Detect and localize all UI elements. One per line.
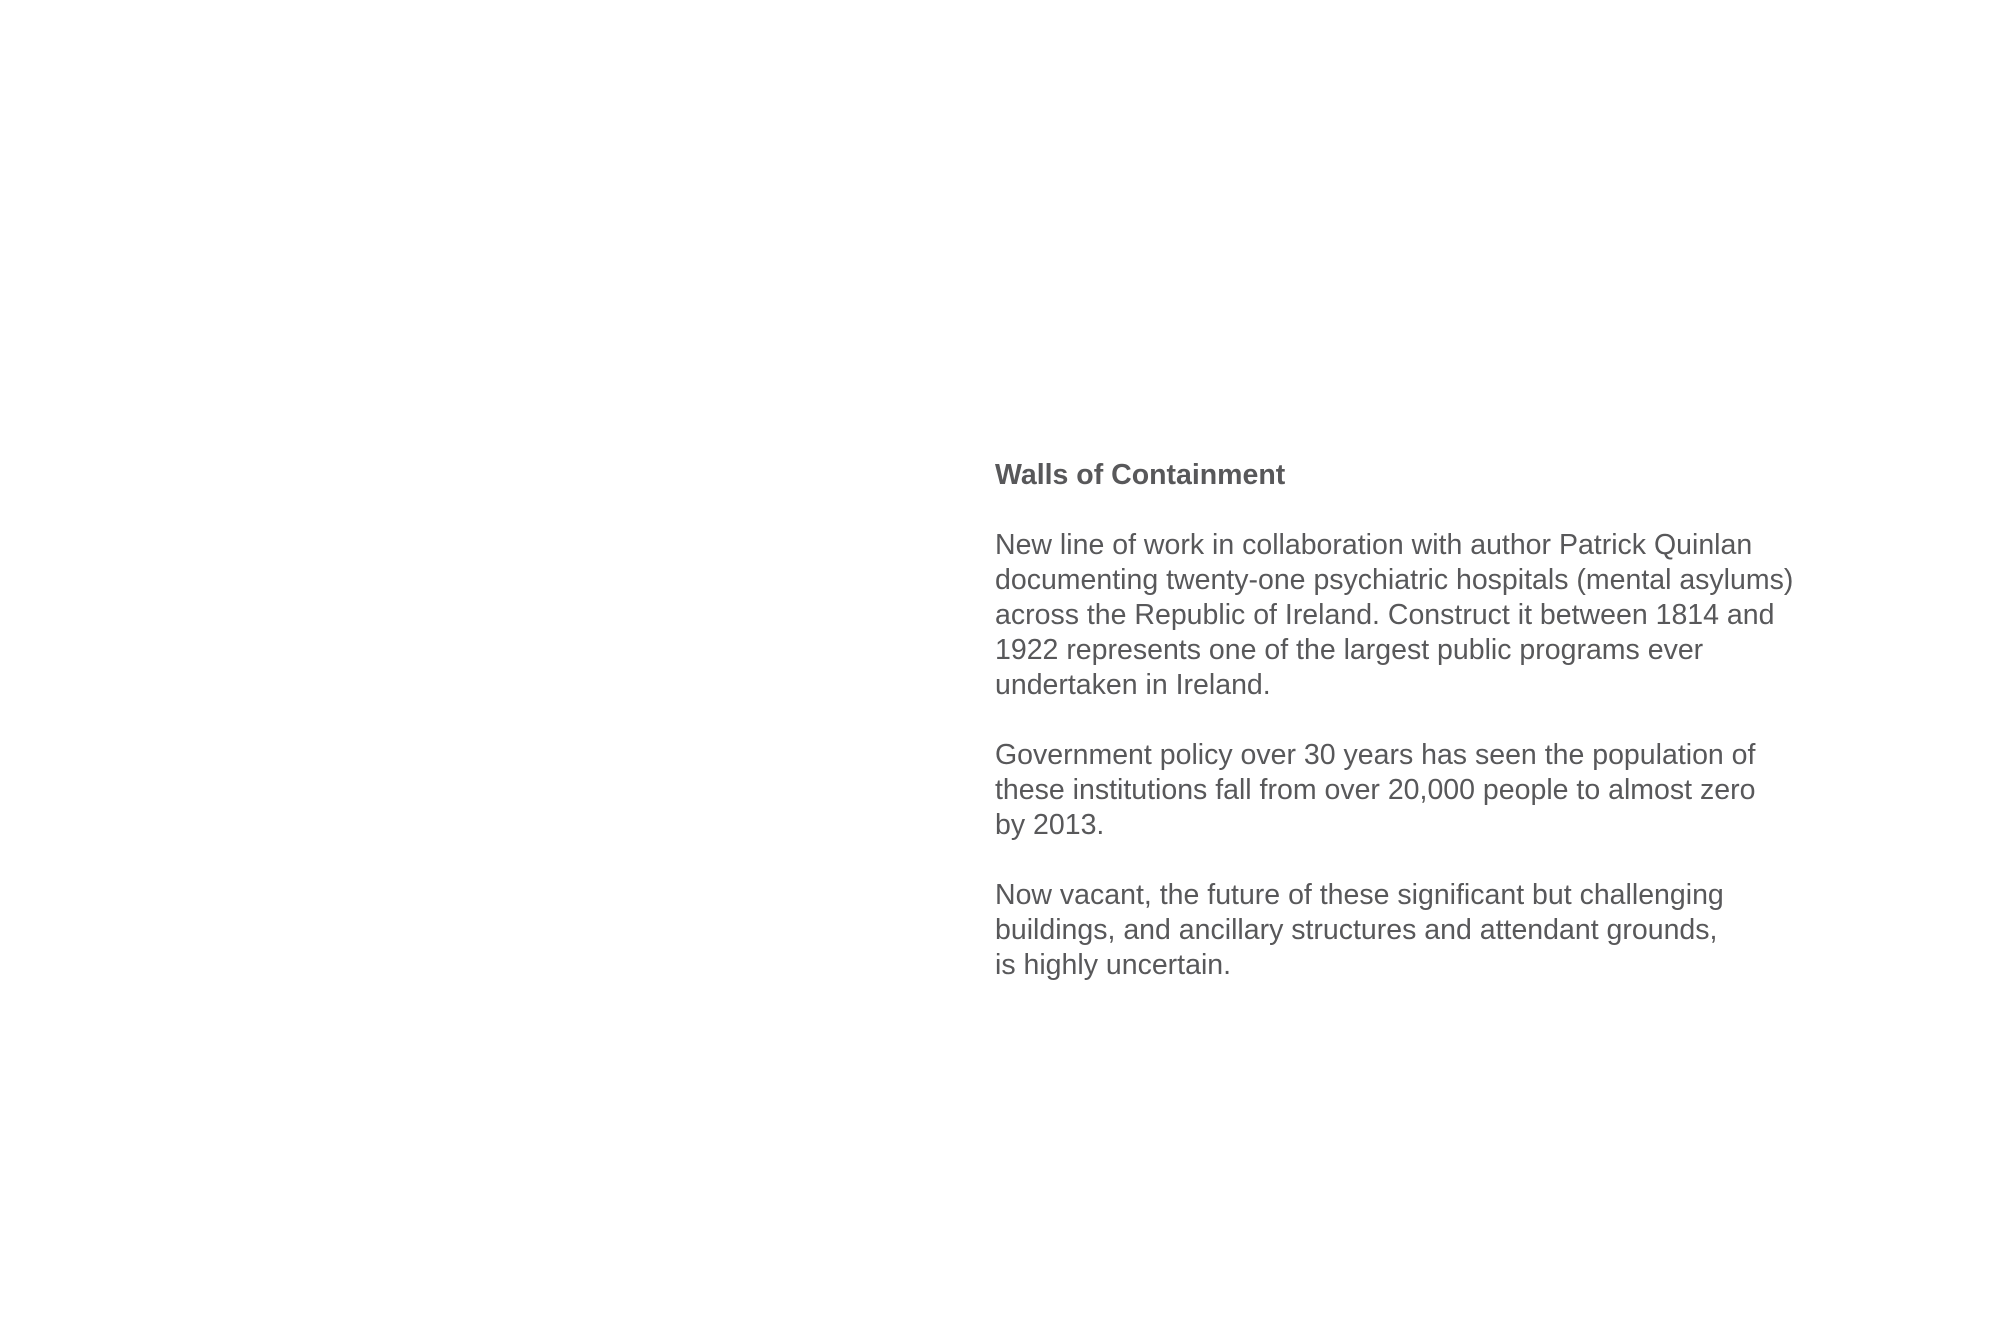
paragraph-line: Now vacant, the future of these significant but challenging xyxy=(995,879,1724,911)
paragraph-line: Government policy over 30 years has seen the population of xyxy=(995,739,1756,771)
paragraph-line: by 2013. xyxy=(995,809,1105,841)
paragraph-line: undertaken in Ireland. xyxy=(995,669,1271,701)
paragraph-line: is highly uncertain. xyxy=(995,949,1232,981)
paragraph-line: documenting twenty-one psychiatric hospitals (mental asylums) xyxy=(995,564,1794,596)
paragraph-line: these institutions fall from over 20,000 people to almost zero xyxy=(995,774,1756,806)
paragraph-line: New line of work in collaboration with author Patrick Quinlan xyxy=(995,529,1753,561)
document-title: Walls of Containment xyxy=(995,459,1286,491)
paragraph-future xyxy=(995,878,1875,983)
paragraph-line: 1922 represents one of the largest public programs ever xyxy=(995,634,1704,666)
text-column xyxy=(995,458,1875,983)
paragraph-intro xyxy=(995,528,1875,703)
paragraph-policy xyxy=(995,738,1875,843)
paragraph-line: buildings, and ancillary structures and attendant grounds, xyxy=(995,914,1718,946)
paragraph-line: across the Republic of Ireland. Construct it between 1814 and xyxy=(995,599,1775,631)
